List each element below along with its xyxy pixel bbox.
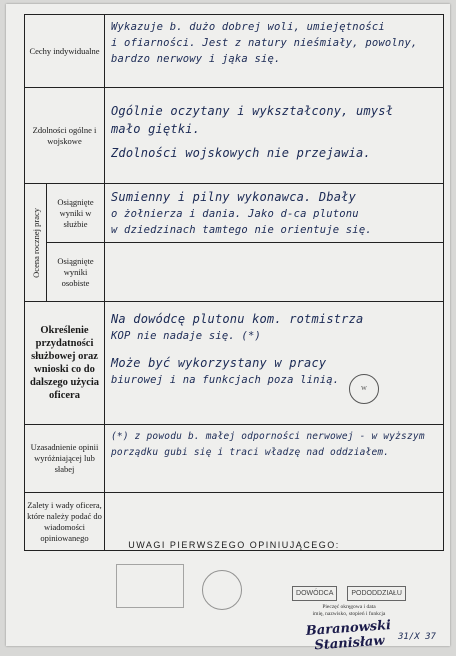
wnioski-line-4: biurowej i na funkcjach poza linią. <box>111 374 340 386</box>
row-wnioski <box>25 302 443 425</box>
uzasadnienie-label: Uzasadnienie opinii wyróżniającej lub słabej <box>25 425 105 492</box>
wnioski-label: Określenie przydatności służbowej oraz wnioski co do dalszego użycia oficera <box>25 302 105 424</box>
sluzba-content <box>105 184 443 242</box>
signature-caption-1: Pieczęć okręgowa i data <box>322 604 376 610</box>
row-zdolnosci <box>25 88 443 184</box>
uzasadnienie-line-2: porządku gubi się i traci władzę nad oddziałem. <box>111 447 390 458</box>
ocena-subcolumn <box>47 184 443 301</box>
wnioski-content <box>105 302 443 424</box>
signature-caption-2: imię, nazwisko, stopień i funkcja <box>312 611 386 617</box>
stamp-dowodca: DOWÓDCA <box>292 586 337 601</box>
zdolnosci-line-2: mało giętki. <box>111 122 201 136</box>
zdolnosci-content <box>105 88 443 183</box>
zdolnosci-label: Zdolności ogólne i wojskowe <box>25 88 105 183</box>
cechy-line-3: bardzo nerwowy i jąka się. <box>111 53 281 65</box>
rectangular-stamp-icon <box>116 564 184 608</box>
uwagi-heading: UWAGI PIERWSZEGO OPINIUJĄCEGO: <box>128 540 340 550</box>
uzasadnienie-line-1: (*) z powodu b. małej odporności nerwowej - w wyższym <box>111 431 425 442</box>
sluzba-label: Osiągnięte wyniki w służbie <box>47 184 105 242</box>
signature-date: 31/X 37 <box>398 632 436 642</box>
cechy-content <box>105 15 443 87</box>
row-sluzba <box>47 184 443 243</box>
uzasadnienie-content <box>105 425 443 492</box>
handwritten-signature: Baranowski Stanisław <box>305 618 392 654</box>
zdolnosci-line-1: Ogólnie oczytany i wykształcony, umysł <box>111 104 394 118</box>
wnioski-line-3: Może być wykorzystany w pracy <box>111 356 327 370</box>
opinion-form-page <box>6 4 450 654</box>
stamp-pododdzialu: PODODDZIAŁU <box>347 586 406 601</box>
sluzba-line-1: Sumienny i pilny wykonawca. Dbały <box>111 190 357 204</box>
cechy-label: Cechy indywidualne <box>25 15 105 87</box>
wnioski-line-1: Na dowódcę plutonu kom. rotmistrza <box>111 312 364 326</box>
zdolnosci-line-3: Zdolności wojskowych nie przejawia. <box>111 146 371 160</box>
opinion-table <box>24 14 444 551</box>
official-seal-icon <box>202 570 242 610</box>
row-uzasadnienie <box>25 425 443 493</box>
wnioski-line-2: KOP nie nadaje się. (*) <box>111 330 261 342</box>
cechy-line-2: i ofiarności. Jest z natury nieśmiały, powolny, <box>111 37 418 49</box>
zalety-label: Zalety i wady oficera, które należy podać do wiadomości opiniowanego <box>25 493 105 550</box>
row-cechy <box>25 15 443 88</box>
row-osobiste <box>47 243 443 301</box>
row-ocena <box>25 184 443 302</box>
osobiste-label: Osiągnięte wyniki osobiste <box>47 243 105 301</box>
sluzba-line-2: o żołnierza i dania. Jako d-ca plutonu <box>111 208 359 220</box>
sluzba-line-3: w dziedzinach tamtego nie orientuje się. <box>111 224 372 236</box>
round-stamp-icon: W <box>349 374 379 404</box>
osobiste-content <box>105 243 443 301</box>
cechy-line-1: Wykazuje b. dużo dobrej woli, umiejętności <box>111 21 385 33</box>
ocena-label: Ocena rocznej pracy <box>25 184 47 301</box>
